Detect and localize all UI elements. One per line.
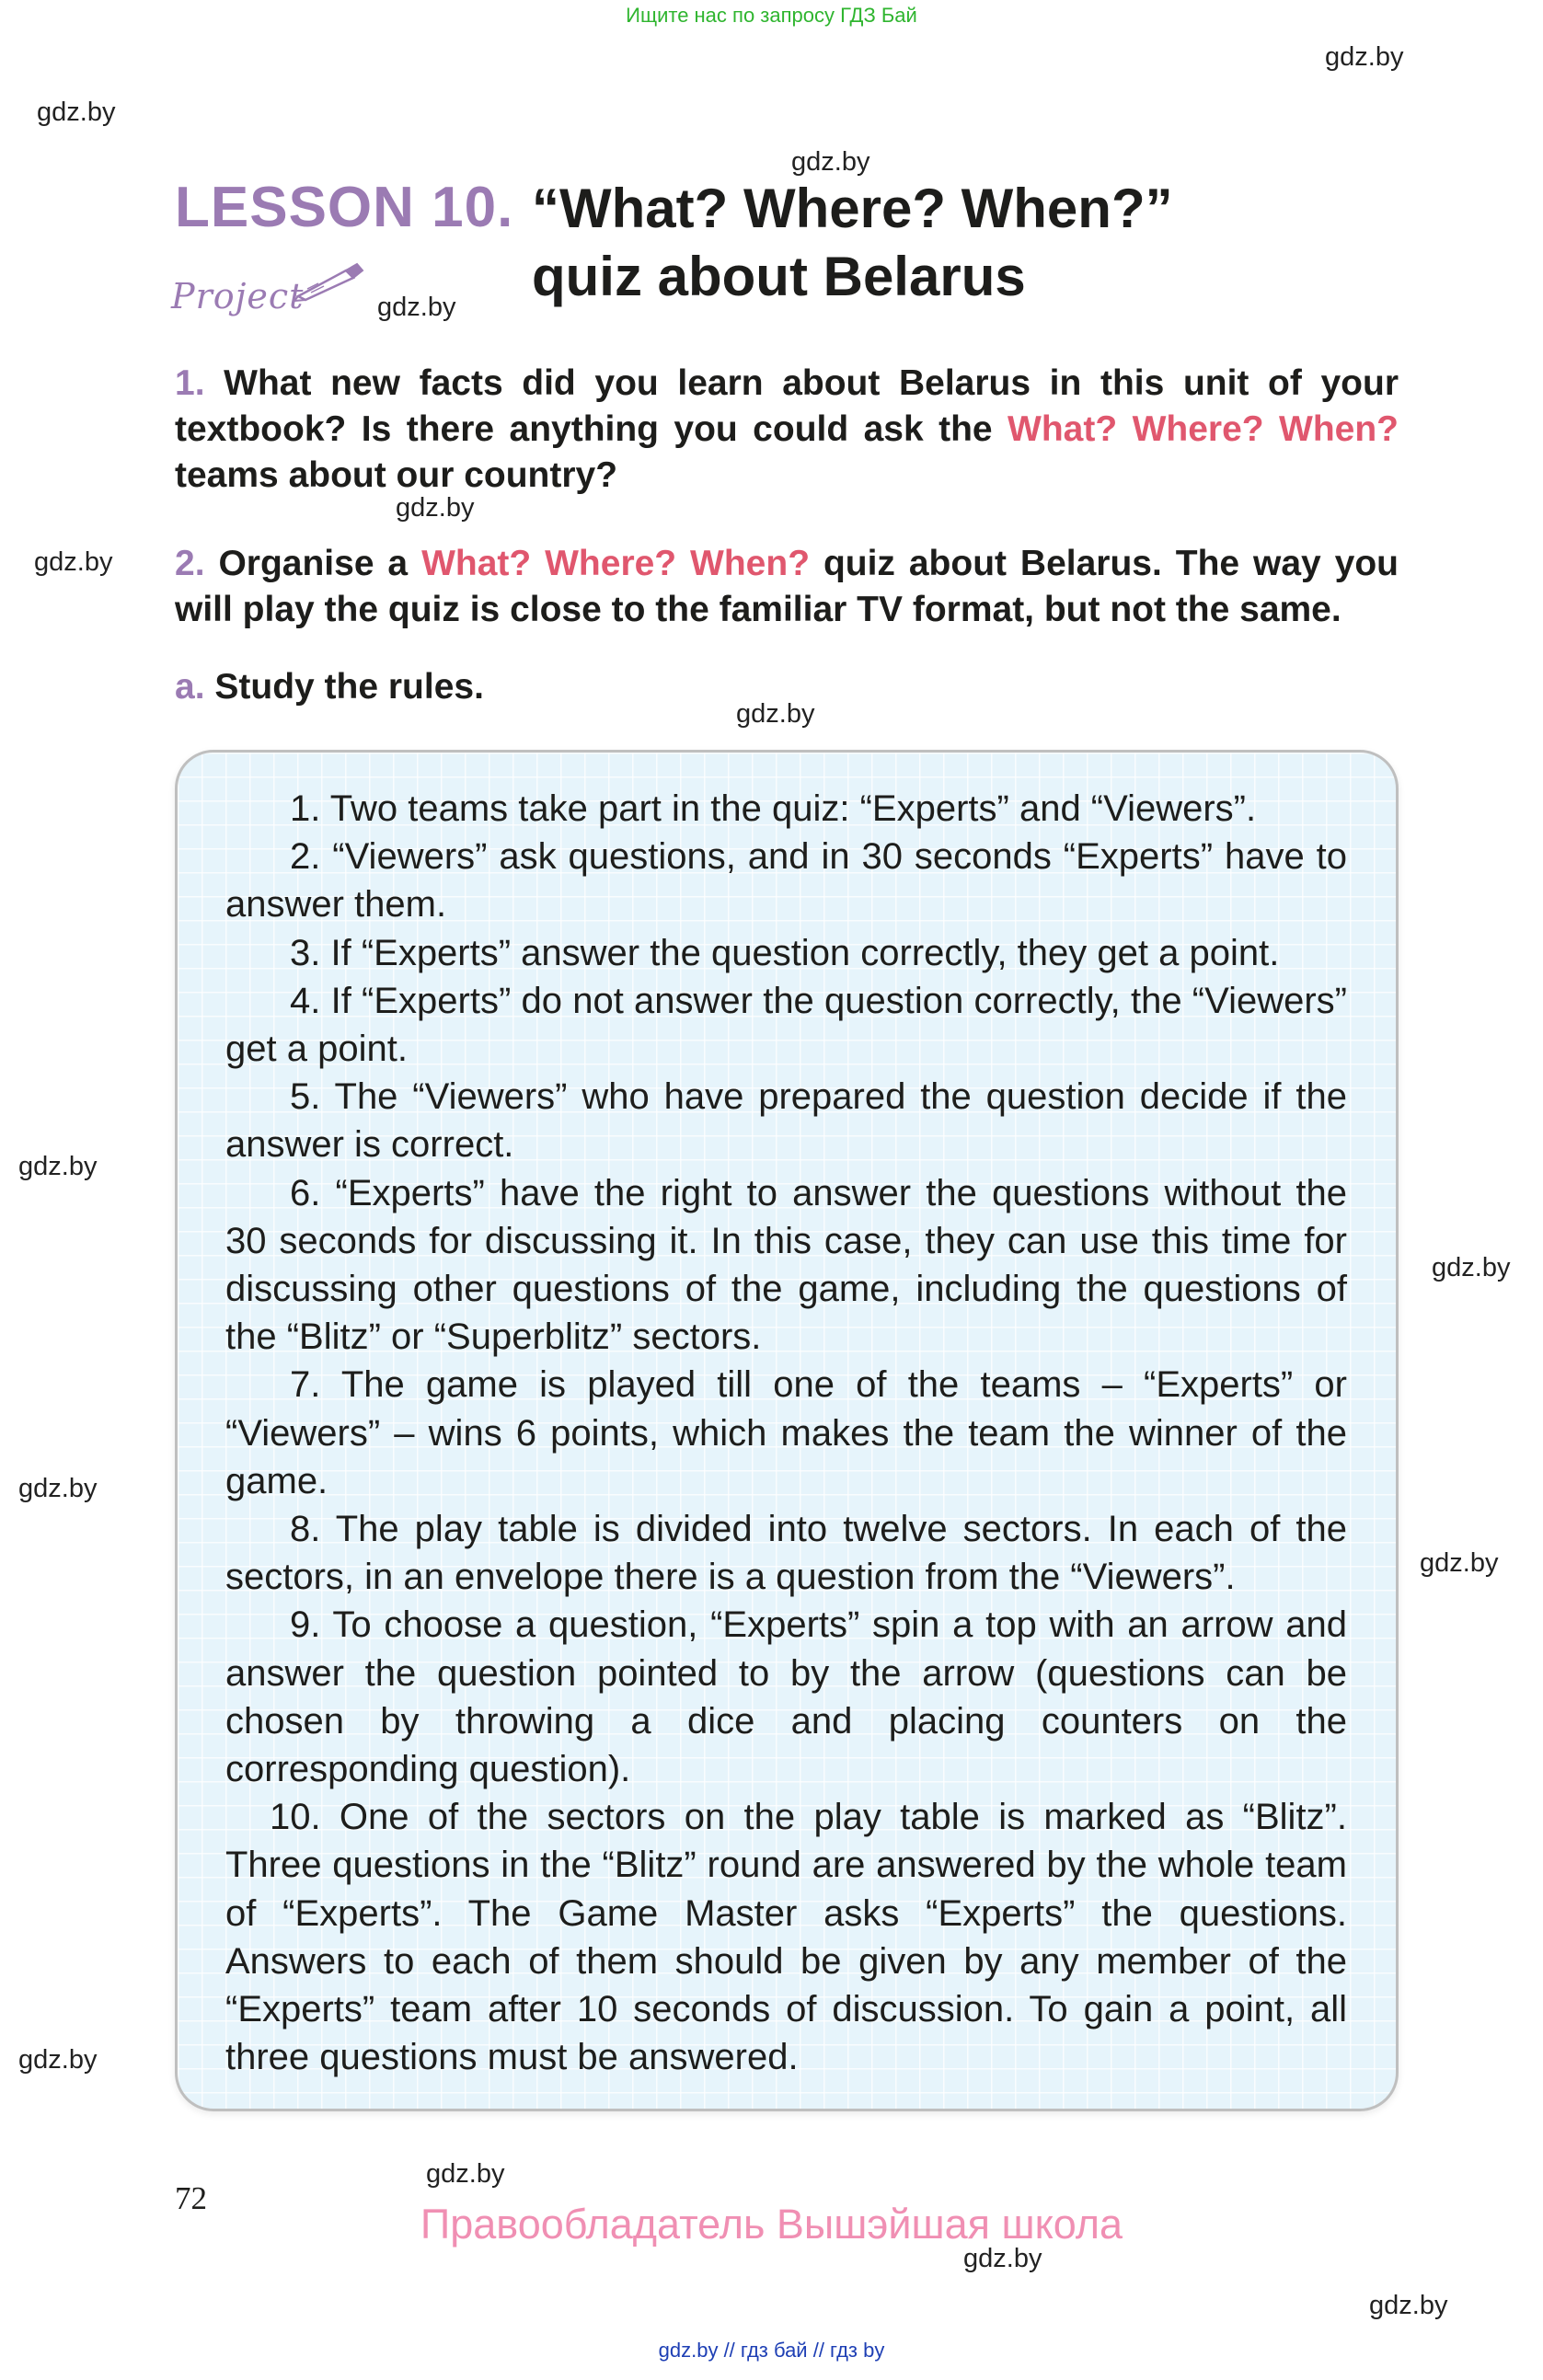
- task-2: [175, 541, 1399, 633]
- rule-item: 10. One of the sectors on the play table is marked as “Blitz”. Three questions in the “Blitz” round are answered by the whole team of “Experts”. The Game Master asks “Experts” the questions. Answers to each of them should be given by any member of the “Experts” team after 10 seconds of discussion. To gain a point, all three questions must be answered.: [225, 1797, 1347, 2078]
- rule-item: 6. “Experts” have the right to answer the questions without the 30 seconds for discussing it. In this case, they can use this time for discussing other questions of the game, including the questions of the “Blitz” or “Superblitz” sectors.: [225, 1172, 1347, 1358]
- task-1-text-a: What new facts did you learn about Belarus in this unit of your textbook? Is there anything you could ask the: [175, 363, 1399, 449]
- project-label: Project: [171, 276, 305, 316]
- rule-item: 4. If “Experts” do not answer the question correctly, the “Viewers” get a point.: [225, 980, 1347, 1070]
- watermark: gdz.by: [18, 1152, 98, 1181]
- task-1: [175, 361, 1399, 499]
- rule-item: 1. Two teams take part in the quiz: “Experts” and “Viewers”.: [290, 788, 1257, 829]
- watermark: gdz.by: [18, 1474, 98, 1503]
- lesson-title-line2: quiz about Belarus: [532, 246, 1026, 307]
- task-2-text-a: Organise a: [218, 544, 409, 583]
- rule-item: 7. The game is played till one of the teams – “Experts” or “Viewers” – wins 6 points, which makes the team the winner of the game.: [225, 1364, 1347, 1501]
- watermark: gdz.by: [377, 293, 456, 322]
- lesson-label: LESSON 10.: [175, 176, 514, 239]
- watermark: gdz.by: [37, 98, 116, 127]
- lesson-title-line1: “What? Where? When?”: [532, 178, 1173, 239]
- watermark: gdz.by: [1420, 1548, 1499, 1578]
- watermark: gdz.by: [1369, 2291, 1448, 2320]
- task-2a-letter: a.: [175, 667, 205, 707]
- task-1-highlight: What? Where? When?: [1008, 409, 1399, 449]
- page-number: 72: [175, 2180, 207, 2216]
- rules-box: [175, 750, 1399, 2111]
- rule-item: 8. The play table is divided into twelve sectors. In each of the sectors, in an envelope there is a question from the “Viewers”.: [225, 1509, 1347, 1598]
- rule-item: 9. To choose a question, “Experts” spin a top with an arrow and answer the question pointed to by the arrow (questions can be chosen by throwing a dice and placing counters on the corresponding question).: [225, 1604, 1347, 1790]
- lesson-title: [532, 175, 1173, 311]
- watermark: gdz.by: [18, 2045, 98, 2075]
- task-1-text-b: teams about our country?: [175, 455, 618, 495]
- task-2-text-b: quiz about Belarus. The way you will play the quiz is close to the familiar TV format, but not the same.: [175, 544, 1399, 629]
- watermark: gdz.by: [791, 147, 870, 177]
- watermark: gdz.by: [736, 699, 815, 729]
- task-2-number: 2.: [175, 544, 205, 583]
- watermark: gdz.by: [396, 493, 475, 523]
- pen-icon: [293, 261, 366, 302]
- rule-item: 3. If “Experts” answer the question correctly, they get a point.: [290, 932, 1280, 973]
- rule-item: 2. “Viewers” ask questions, and in 30 seconds “Experts” have to answer them.: [225, 836, 1347, 926]
- top-banner: Ищите нас по запросу ГДЗ Бай: [626, 4, 917, 27]
- bottom-banner: gdz.by // гдз бай // гдз by: [658, 2339, 885, 2362]
- rule-item: 5. The “Viewers” who have prepared the question decide if the answer is correct.: [225, 1076, 1347, 1166]
- watermark: gdz.by: [426, 2159, 505, 2189]
- watermark: gdz.by: [1432, 1253, 1511, 1282]
- task-1-number: 1.: [175, 363, 205, 403]
- watermark: gdz.by: [963, 2244, 1042, 2273]
- task-2a-text: Study the rules.: [214, 667, 484, 707]
- watermark: gdz.by: [1325, 42, 1404, 72]
- task-2-highlight: What? Where? When?: [421, 544, 811, 583]
- watermark: gdz.by: [34, 547, 113, 577]
- task-2a: [175, 664, 1399, 710]
- copyright: Правообладатель Вышэйшая школа: [420, 2201, 1123, 2248]
